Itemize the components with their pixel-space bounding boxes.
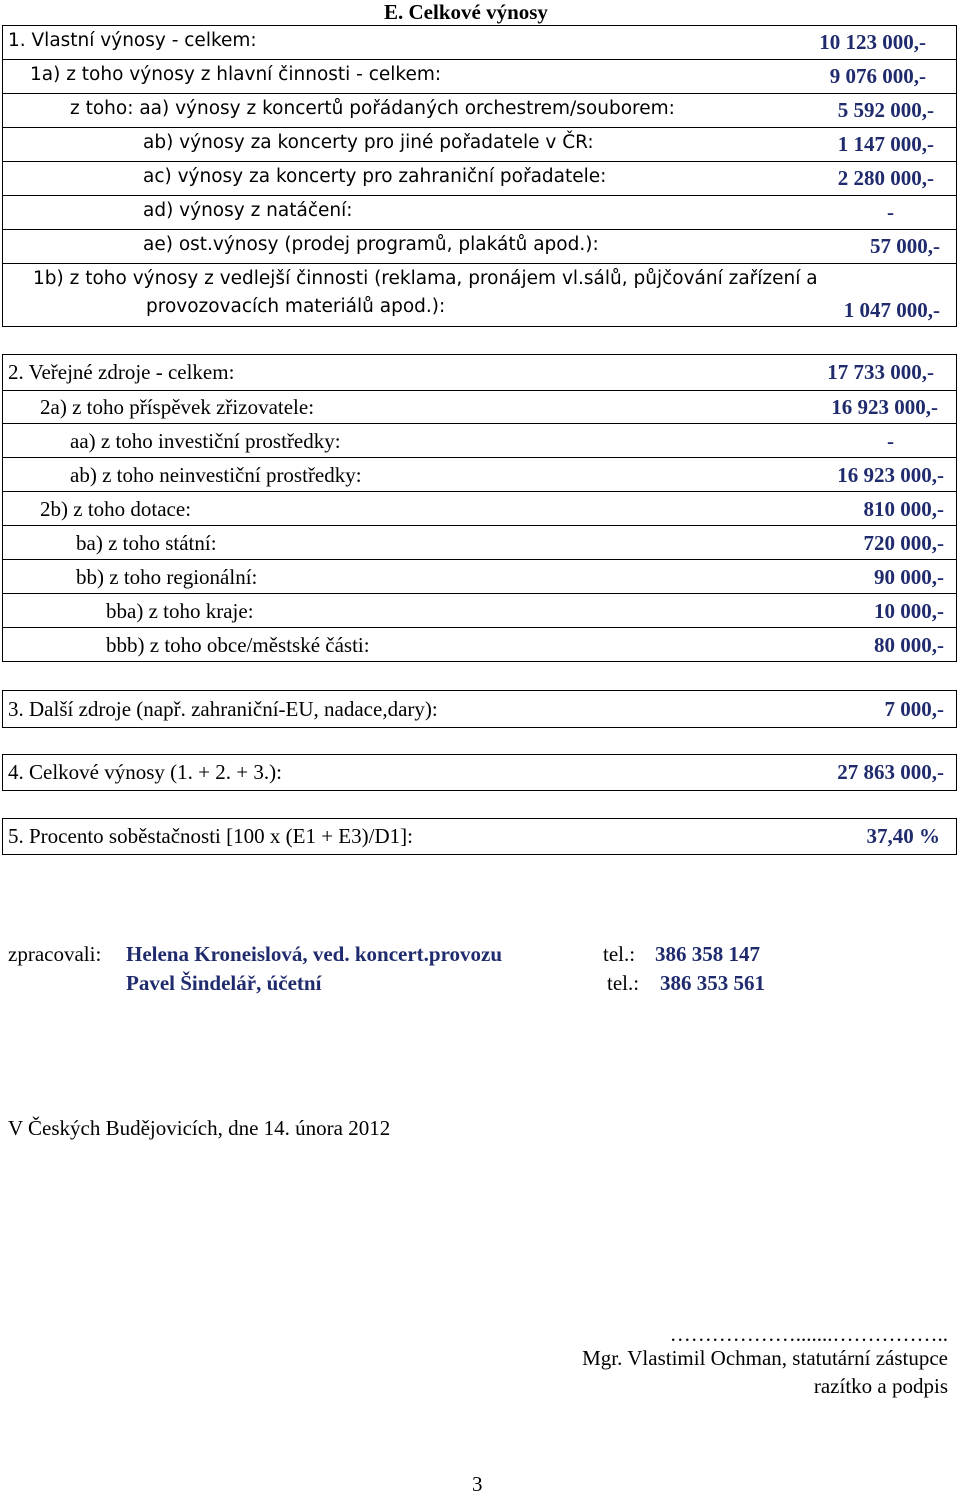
row-value: 10 123 000,- (819, 30, 926, 54)
row-value: 5 592 000,- (837, 98, 934, 122)
row-divider (2, 593, 957, 594)
row-label: provozovacích materiálů apod.): (146, 296, 446, 317)
row-divider (2, 627, 957, 628)
row-value: 1 047 000,- (843, 298, 940, 322)
row-value: 27 863 000,- (837, 760, 944, 784)
row-label: ab) z toho neinvestiční prostředky: (70, 463, 362, 487)
row-label: ad) výnosy z natáčení: (143, 200, 353, 221)
row-label: 5. Procento soběstačnosti [100 x (E1 + E3)/D1]: (8, 824, 413, 848)
row-label: 2b) z toho dotace: (40, 497, 192, 521)
row-divider (2, 390, 957, 391)
prepared-person-1: Helena Kroneislová, ved. koncert.provozu (126, 942, 503, 966)
tel-label: tel.: (607, 971, 640, 995)
row-label: ac) výnosy za koncerty pro zahraniční pořadatele: (143, 166, 607, 187)
row-label: bbb) z toho obce/městské části: (106, 633, 370, 657)
row-divider (2, 457, 957, 458)
row-value: 37,40 % (866, 824, 940, 848)
row-value: 1 147 000,- (837, 132, 934, 156)
row-label: 1. Vlastní výnosy - celkem: (8, 30, 257, 51)
row-divider (2, 423, 957, 424)
row-value: 16 923 000,- (831, 395, 938, 419)
tel-label: tel.: (603, 942, 636, 966)
row-value: 90 000,- (874, 565, 944, 589)
page-number: 3 (472, 1472, 483, 1496)
row-label: 2a) z toho příspěvek zřizovatele: (40, 395, 315, 419)
row-divider (2, 59, 957, 60)
row-label: 1b) z toho výnosy z vedlejší činnosti (reklama, pronájem vl.sálů, půjčování zařízení a (33, 268, 818, 289)
prepared-label: zpracovali: (8, 942, 102, 966)
row-divider (2, 195, 957, 196)
signature-name: Mgr. Vlastimil Ochman, statutární zástupce (582, 1346, 948, 1370)
row-label: 3. Další zdroje (např. zahraniční-EU, nadace,dary): (8, 697, 438, 721)
row-label: 1a) z toho výnosy z hlavní činnosti - celkem: (30, 64, 442, 85)
row-value: 810 000,- (863, 497, 944, 521)
row-value: 16 923 000,- (837, 463, 944, 487)
row-value: 720 000,- (863, 531, 944, 555)
row-label: ba) z toho státní: (76, 531, 217, 555)
row-value: 2 280 000,- (837, 166, 934, 190)
row-value: 80 000,- (874, 633, 944, 657)
row-value: 57 000,- (870, 234, 940, 258)
signature-dots: ……………….......…………….. (669, 1322, 948, 1346)
row-label: bba) z toho kraje: (106, 599, 254, 623)
row-divider (2, 263, 957, 264)
row-label: 2. Veřejné zdroje - celkem: (8, 360, 235, 384)
row-label: aa) z toho investiční prostředky: (70, 429, 341, 453)
row-divider (2, 525, 957, 526)
row-value: 9 076 000,- (829, 64, 926, 88)
row-label: ae) ost.výnosy (prodej programů, plakátů apod.): (143, 234, 599, 255)
row-divider (2, 229, 957, 230)
row-label: z toho: aa) výnosy z koncertů pořádaných orchestrem/souborem: (70, 98, 675, 119)
row-divider (2, 127, 957, 128)
row-label: 4. Celkové výnosy (1. + 2. + 3.): (8, 760, 282, 784)
row-value: 17 733 000,- (827, 360, 934, 384)
row-divider (2, 559, 957, 560)
place-date: V Českých Budějovicích, dne 14. února 2012 (8, 1116, 391, 1140)
row-divider (2, 161, 957, 162)
row-label: ab) výnosy za koncerty pro jiné pořadatele v ČR: (143, 132, 594, 153)
row-value: 7 000,- (884, 697, 944, 721)
row-divider (2, 93, 957, 94)
row-divider (2, 491, 957, 492)
row-value: - (887, 429, 894, 453)
prepared-person-2: Pavel Šindelář, účetní (126, 971, 322, 995)
tel-number-1: 386 358 147 (655, 942, 760, 966)
row-label: bb) z toho regionální: (76, 565, 258, 589)
signature-note: razítko a podpis (813, 1374, 948, 1398)
row-value: - (887, 200, 894, 224)
section-title: E. Celkové výnosy (384, 0, 548, 24)
row-value: 10 000,- (874, 599, 944, 623)
tel-number-2: 386 353 561 (660, 971, 765, 995)
